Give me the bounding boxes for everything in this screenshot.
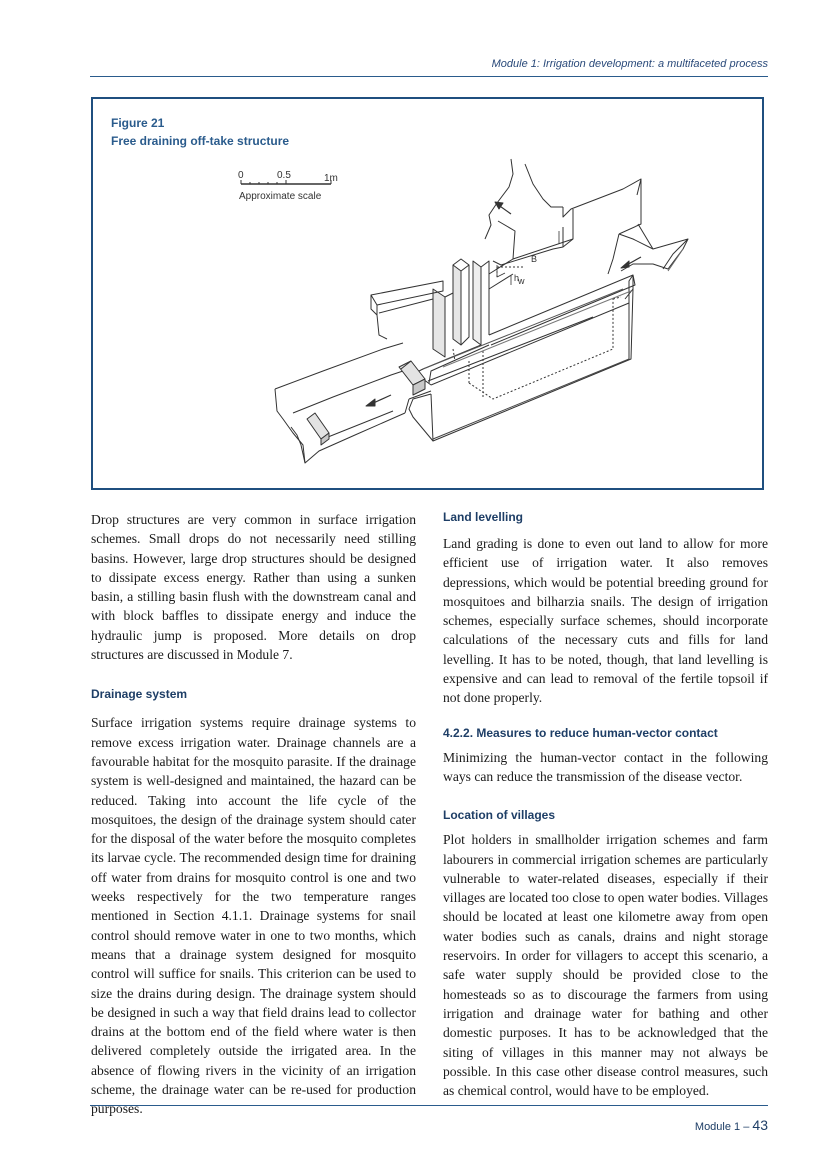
heading-measures: 4.2.2. Measures to reduce human-vector contact xyxy=(443,725,718,740)
branch-canal xyxy=(415,275,635,399)
headwall xyxy=(371,281,443,339)
scale-tick-half: 0.5 xyxy=(277,170,291,181)
dimension-markers xyxy=(497,231,559,285)
label-h: h xyxy=(514,273,520,283)
heading-drainage-system: Drainage system xyxy=(91,687,188,702)
figure-box xyxy=(91,97,764,490)
footer-rule xyxy=(90,1105,768,1106)
label-b: B xyxy=(531,254,538,264)
offtake-gate xyxy=(433,239,573,357)
label-w: w xyxy=(518,276,525,286)
footer-dash: – xyxy=(743,1121,750,1133)
scale-tick-0: 0 xyxy=(238,170,244,181)
scale-label: Approximate scale xyxy=(239,191,322,202)
footer-module: Module 1 xyxy=(694,1121,741,1133)
right-column xyxy=(443,510,768,1100)
offtake-structure-drawing xyxy=(93,99,762,488)
left-column xyxy=(91,510,416,1119)
paragraph-measures: Minimizing the human-vector contact in the following ways can reduce the transmission of the disease vector. xyxy=(443,749,768,784)
page-footer xyxy=(695,1117,768,1133)
paragraph-drop-structures: Drop structures are very common in surface irrigation schemes. Small drops do not necessarily need stilling basins. However, large drop structures should be designed to dissipate excess energy. Rather than using a sunken basin, a stilling basin flush with the downstream canal and with block baffles to dissipate energy and induce the hydraulic jump is proposed. More details on drop structures are discussed in Module 7. xyxy=(91,512,416,663)
main-canal xyxy=(485,159,688,274)
figure-title: Free draining off-take structure xyxy=(111,134,290,148)
page-number: 43 xyxy=(752,1117,768,1133)
paragraph-land-levelling: Land grading is done to even out land to allow for more efficient use of irrigation water. It also removes depressions, which would be potential breeding ground for mosquitoes and bilharzia snails. The design of irrigation schemes, especially surface schemes, should incorporate calculations of the necessary cuts and fills for land levelling. It has to be noted, though, that land levelling is expensive and can lead to removal of the fertile topsoil if not done properly. xyxy=(443,536,768,706)
scale-tick-1m: 1m xyxy=(324,173,338,184)
paragraph-villages: Plot holders in smallholder irrigation schemes and farm labourers in commercial irrigation schemes are particularly vulnerable to water-related diseases, especially if their villages are located too close to open water bodies. Villages should be located at least one kilometre away from open water bodies such as canals, drains and night storage reservoirs. In order for villagers to accept this scenario, a safe water supply should be provided close to the homesteads so as to discourage the farmers from using irrigation and drainage water for bathing and other domestic purposes. It has to be acknowledged that the siting of villages in this manner may not always be possible. In this case other disease control measures, such as chemical control, would have to be employed. xyxy=(443,832,768,1099)
header-rule xyxy=(90,76,768,77)
running-header: Module 1: Irrigation development: a multifaceted process xyxy=(491,58,768,70)
outlet-flow-arrow xyxy=(366,395,391,406)
figure-number: Figure 21 xyxy=(111,116,165,130)
heading-land-levelling: Land levelling xyxy=(443,510,524,524)
paragraph-drainage: Surface irrigation systems require drainage systems to remove excess irrigation water. Drainage channels are a favourable habitat for the mosquito parasite. If the drainage system is well-designed and maintained, the hazard can be reduced. Taking into account the life cycle of the mosquitoes, the design of the drainage system should cater for the disposal of the water before the mosquito completes its larvae cycle. The recommended design time for draining off water from drains for mosquito control is one and two weeks respectively for the two temperature ranges mentioned in Section 4.1.1. Drainage systems for snail control should remove water in one to two months, which means that a drainage system designed for mosquito control will suffice for snails. This criterion can be used to size the drains during design. The drainage system should be designed in such a way that field drains lead to collector drains at the bottom end of the field where water is then delivered completely outside the irrigated area. In the absence of flowing rivers in the vicinity of an irrigation scheme, the drainage water can be re-used for production purposes. xyxy=(91,715,416,1117)
heading-location-villages: Location of villages xyxy=(443,808,556,823)
baffle-blocks xyxy=(307,361,425,445)
outlet-canal xyxy=(275,343,409,463)
